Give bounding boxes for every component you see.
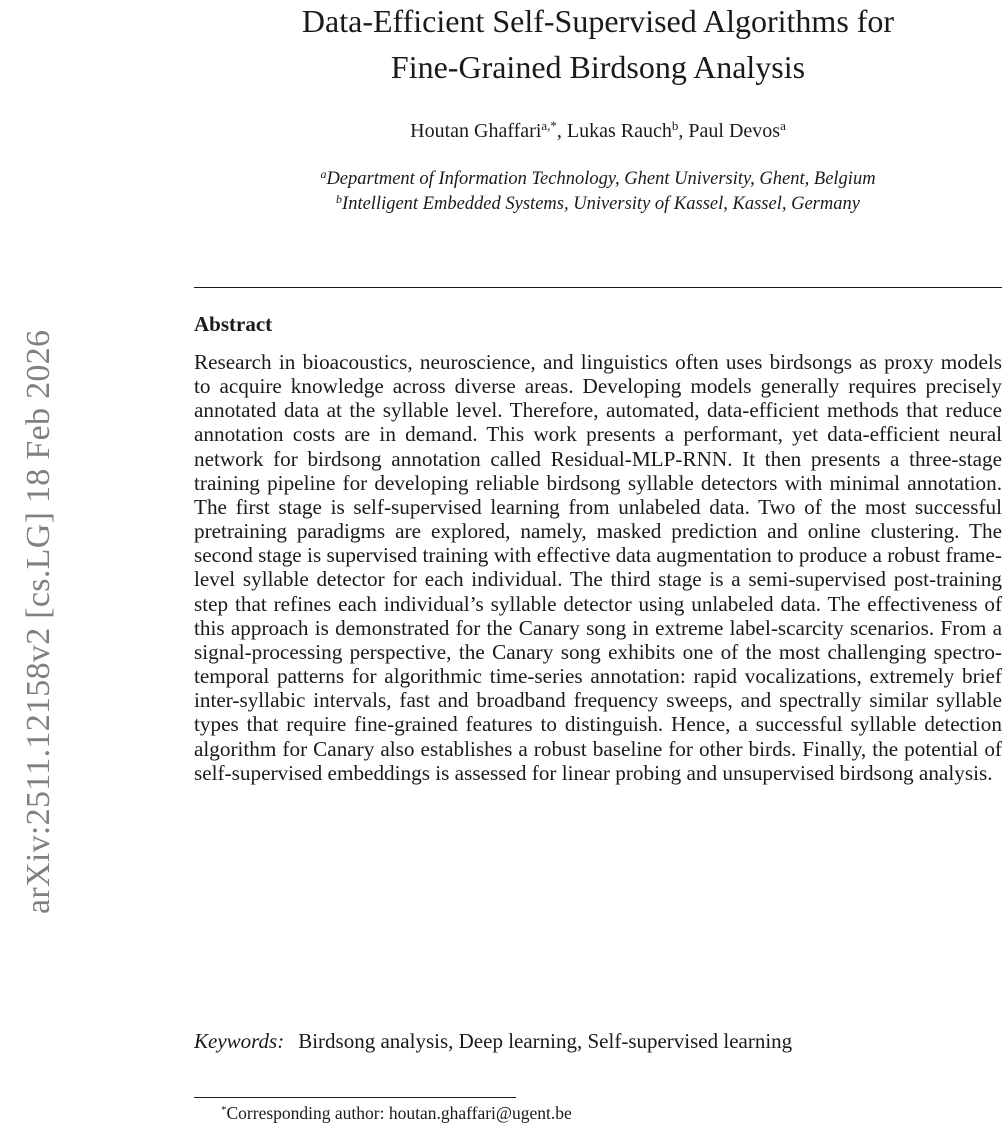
affiliation-text: Department of Information Technology, Ghent University, Ghent, Belgium <box>326 169 876 189</box>
author-list <box>194 117 1002 145</box>
author-separator: , <box>556 120 567 142</box>
keywords-label: Keywords: <box>194 1029 285 1053</box>
abstract-heading: Abstract <box>194 312 273 336</box>
keywords-text: Birdsong analysis, Deep learning, Self-supervised learning <box>298 1029 793 1053</box>
paper-title <box>194 0 1002 90</box>
affiliation-text: Intelligent Embedded Systems, University of Kassel, Kassel, Germany <box>342 194 860 214</box>
corresponding-author-footnote <box>221 1102 572 1124</box>
abstract-top-rule <box>194 287 1002 288</box>
paper-title-line-1: Data-Efficient Self-Supervised Algorithms for <box>301 3 895 39</box>
affiliation-mark: b <box>336 192 343 206</box>
arxiv-identifier-stamp: arXiv:2511.12158v2 [cs.LG] 18 Feb 2026 <box>20 329 57 914</box>
author-separator: , <box>678 120 689 142</box>
footnote-mark: * <box>221 1104 227 1116</box>
affiliation-a <box>194 167 1002 191</box>
paper-title-line-2: Fine-Grained Birdsong Analysis <box>390 49 806 85</box>
keywords-line <box>194 1027 792 1055</box>
author-name: Lukas Rauch <box>566 120 672 142</box>
author-name: Paul Devos <box>688 120 781 142</box>
footnote-rule <box>194 1097 516 1098</box>
author-affiliation-mark: a,* <box>541 118 557 133</box>
affiliation-mark: a <box>320 167 327 181</box>
abstract-body: Research in bioacoustics, neuroscience, and linguistics often uses birdsongs as proxy models to acquire knowledge across diverse areas. Developing models generally requires precisely annotated data at the syllable level. Therefore, automated, data-efficient methods that reduce annotation costs are in demand. This work presents a performant, yet data-efficient neural network for birdsong annotation called Residual-MLP-RNN. It then presents a three-stage training pipeline for developing reliable birdsong syllable detectors with minimal annotation. The first stage is self-supervised learning from unlabeled data. Two of the most successful pretraining paradigms are explored, namely, masked prediction and online clustering. The second stage is supervised training with effective data augmentation to produce a robust frame-level syllable detector for each individual. The third stage is a semi-supervised post-training step that refines each individual’s syllable detector using unlabeled data. The effectiveness of this approach is demonstrated for the Canary song in extreme label-scarcity scenarios. From a signal-processing perspective, the Canary song exhibits one of the most challenging spectro-temporal patterns for algorithmic time-series annotation: rapid vocalizations, extremely brief inter-syllabic intervals, fast and broadband frequency sweeps, and spectrally similar syllable types that require fine-grained features to distinguish. Hence, a successful syllable detection algorithm for Canary also establishes a robust baseline for other birds. Finally, the potential of self-supervised embeddings is assessed for linear probing and unsupervised birdsong analysis. <box>194 350 1002 785</box>
footnote-text: Corresponding author: houtan.ghaffari@ugent.be <box>226 1103 572 1123</box>
author-affiliation-mark: a <box>780 118 786 133</box>
author-name: Houtan Ghaffari <box>410 120 542 142</box>
author-affiliation-mark: b <box>671 118 679 133</box>
affiliation-b <box>194 192 1002 216</box>
